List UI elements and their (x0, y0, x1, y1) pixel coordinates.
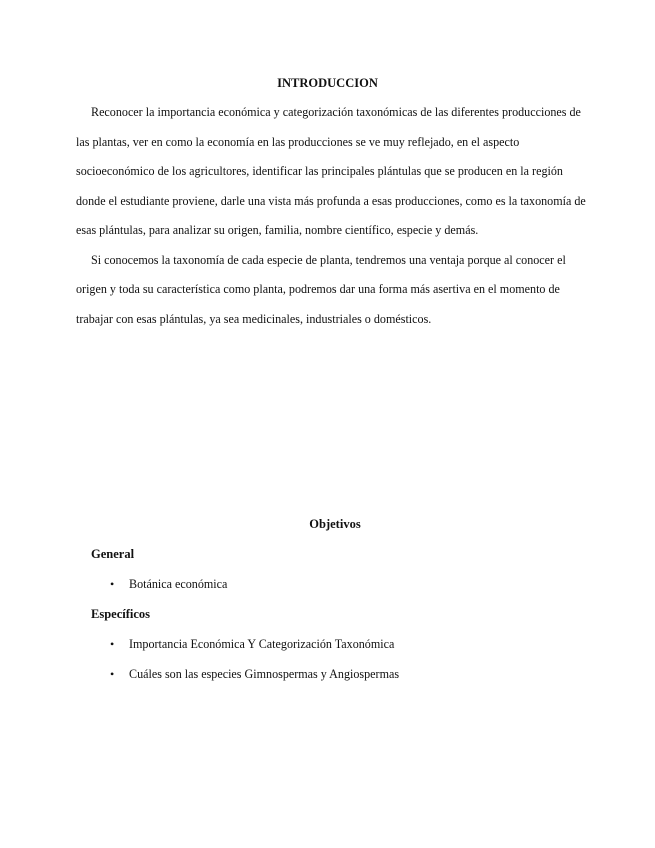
specific-objectives-list (110, 636, 399, 696)
specific-heading: Específicos (91, 607, 151, 621)
list-item-text: Importancia Económica Y Categorización Taxonómica (129, 637, 395, 651)
introduction-body (76, 98, 586, 334)
objectives-title: Objetivos (309, 517, 361, 531)
bullet-icon: • (110, 667, 115, 681)
list-item (110, 636, 399, 666)
general-heading: General (91, 547, 135, 561)
paragraph-1: Reconocer la importancia económica y categorización taxonómicas de las diferentes producciones de las plantas, ver en como la economía en las producciones se ve muy reflejado, en el aspecto socioeconómico de los agricultores, identificar las principales plántulas que se producen en la región donde el estudiante proviene, darle una vista más profunda a esas producciones, como es la taxonomía de esas plántulas, para analizar su origen, familia, nombre científico, especie y demás. (76, 105, 586, 237)
general-objectives-list (110, 576, 227, 606)
page-title: INTRODUCCION (277, 76, 378, 90)
list-item-text: Cuáles son las especies Gimnospermas y Angiospermas (129, 667, 400, 681)
paragraph-2: Si conocemos la taxonomía de cada especie de planta, tendremos una ventaja porque al conocer el origen y toda su característica como planta, podremos dar una forma más asertiva en el momento de trabajar con esas plántulas, ya sea medicinales, industriales o domésticos. (76, 252, 566, 326)
list-item-text: Botánica económica (129, 577, 228, 591)
list-item (110, 666, 399, 696)
list-item (110, 576, 227, 606)
bullet-icon: • (110, 637, 115, 651)
bullet-icon: • (110, 577, 115, 591)
